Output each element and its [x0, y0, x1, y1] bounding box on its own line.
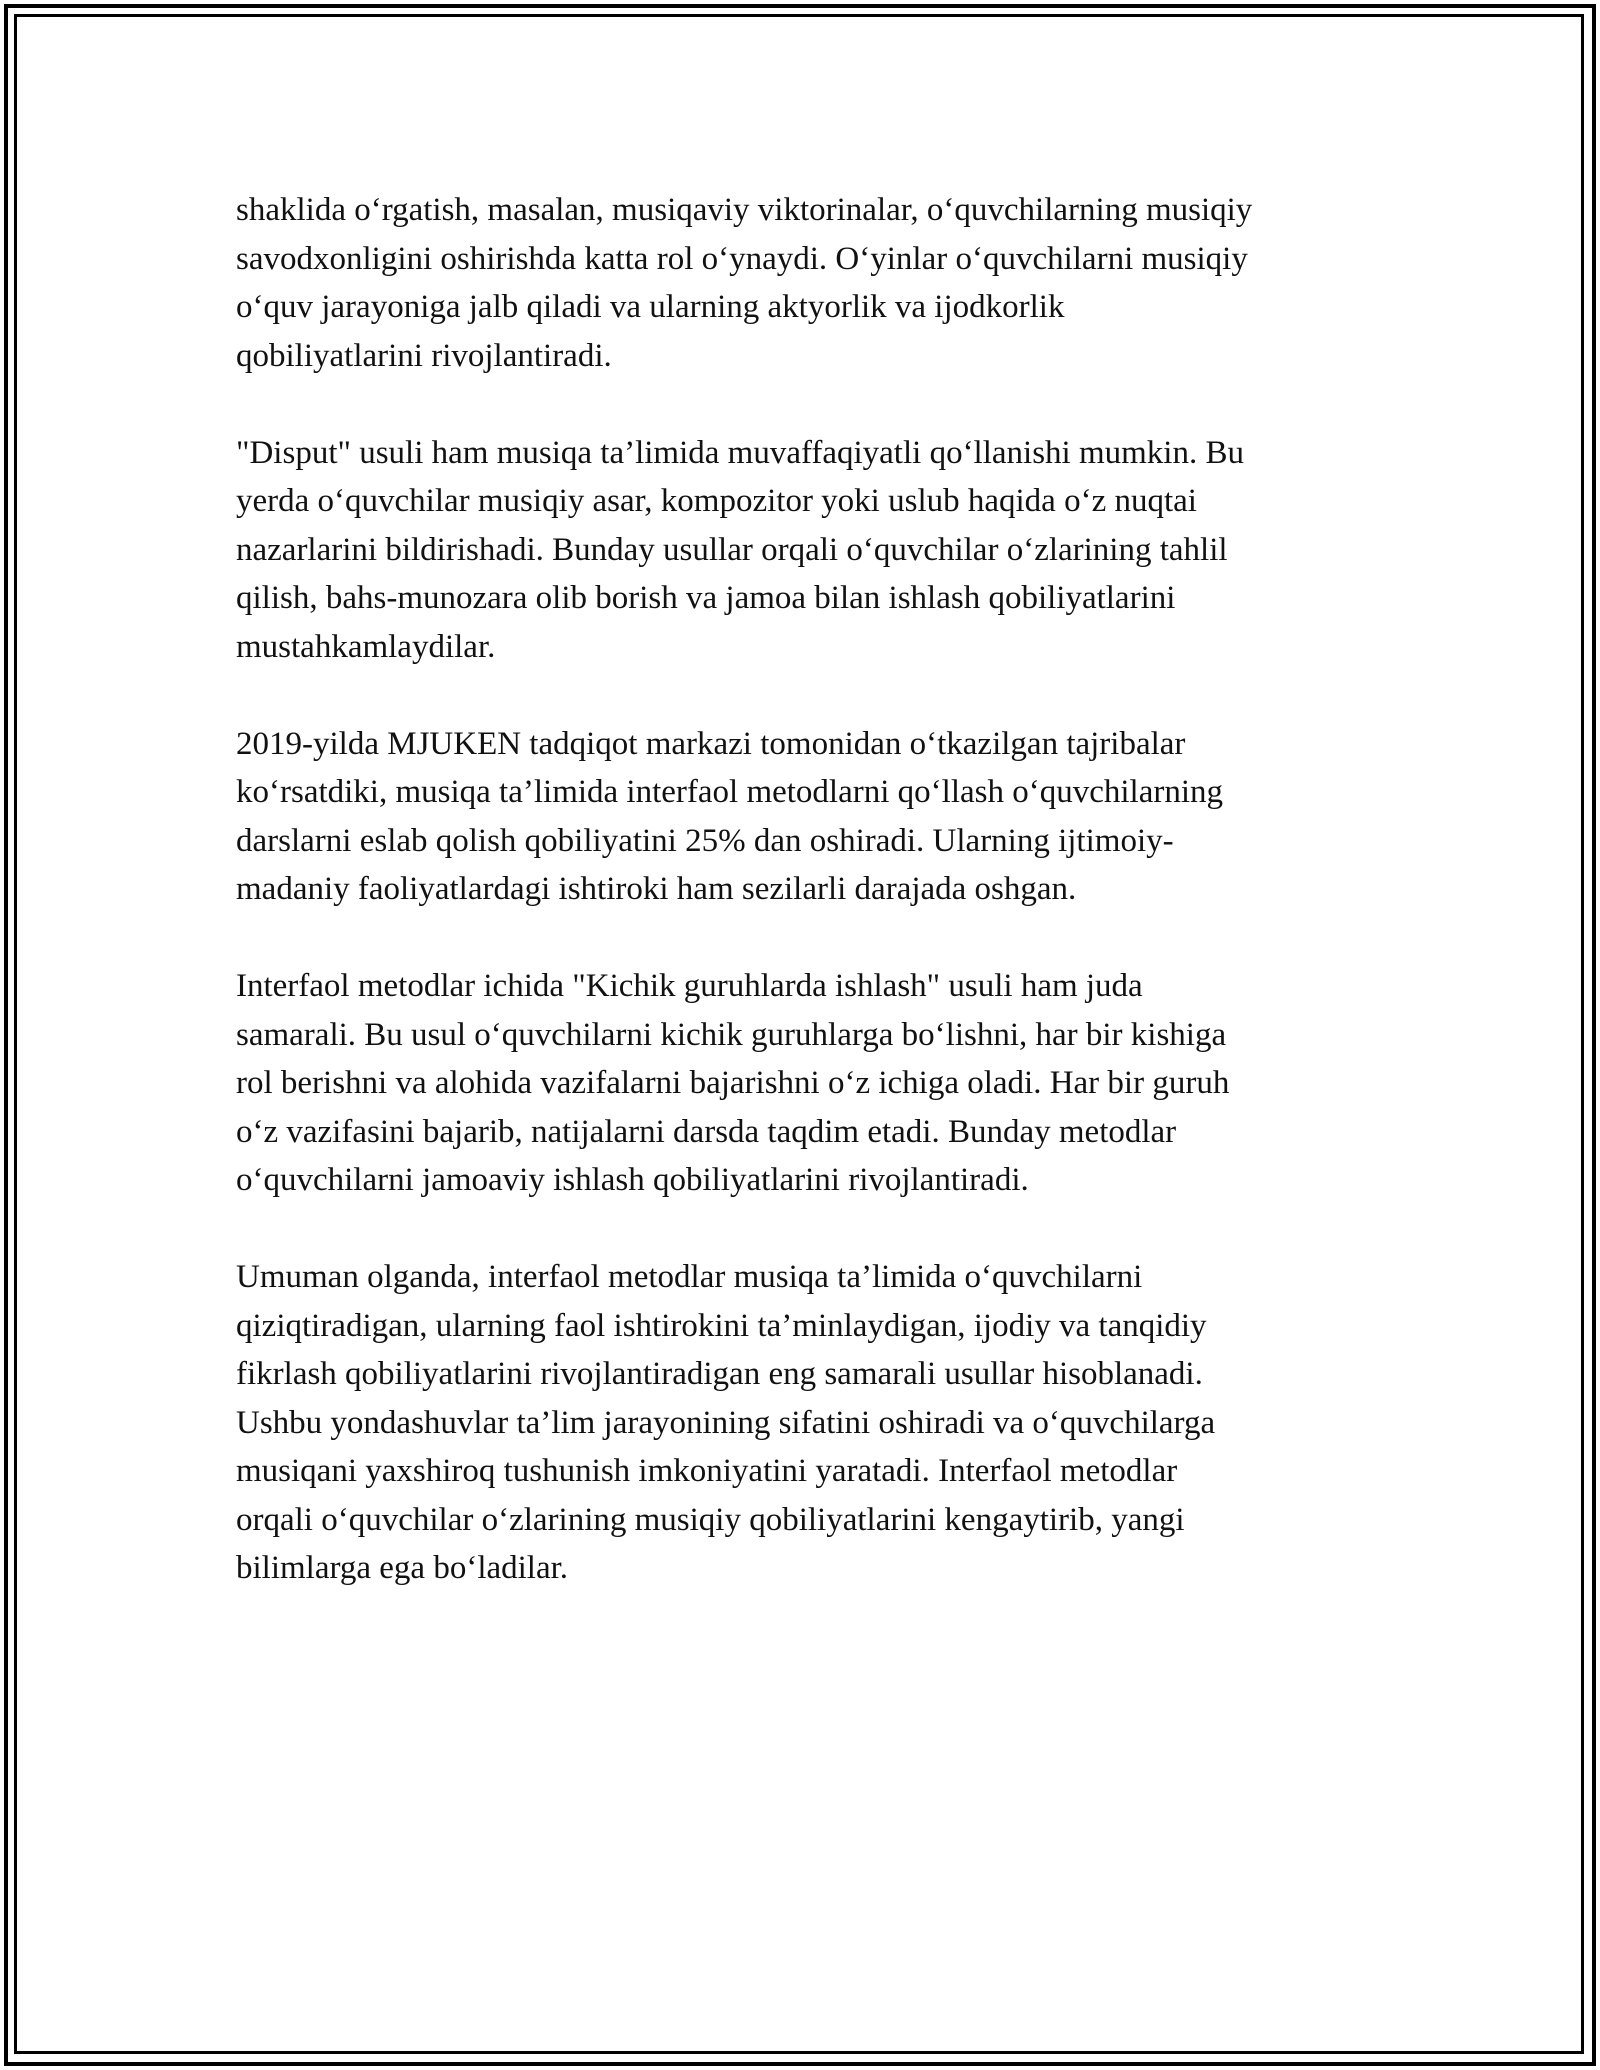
- text-line: qobiliyatlarini rivojlantiradi.: [236, 337, 612, 374]
- paragraph-5: [236, 1253, 1396, 1593]
- text-line: ko‘rsatdiki, musiqa ta’limida interfaol metodlarni qo‘llash o‘quvchilarning: [236, 774, 1224, 810]
- text-line: mustahkamlaydilar.: [236, 628, 496, 665]
- text-line: qiziqtiradigan, ularning faol ishtirokini ta’minlaydigan, ijodiy va tanqidiy: [236, 1307, 1207, 1344]
- text-line: Interfaol metodlar ichida "Kichik guruhlarda ishlash" usuli ham juda: [236, 968, 1143, 1004]
- text-line: o‘z vazifasini bajarib, natijalarni darsda taqdim etadi. Bunday metodlar: [236, 1113, 1177, 1150]
- text-line: savodxonligini oshirishda katta rol o‘ynaydi. O‘yinlar o‘quvchilarni musiqiy: [236, 240, 1248, 277]
- text-line: orqali o‘quvchilar o‘zlarining musiqiy qobiliyatlarini kengaytirib, yangi: [236, 1501, 1185, 1538]
- text-line: Ushbu yondashuvlar ta’lim jarayonining sifatini oshiradi va o‘quvchilarga: [236, 1404, 1216, 1441]
- paragraph-4: [236, 962, 1396, 1205]
- text-line: darslarni eslab qolish qobiliyatini 25% dan oshiradi. Ularning ijtimoiy-: [236, 822, 1174, 859]
- document-body: [236, 186, 1396, 1641]
- text-line: yerda o‘quvchilar musiqiy asar, kompozitor yoki uslub haqida o‘z nuqtai: [236, 483, 1197, 519]
- text-line: Umuman olganda, interfaol metodlar musiqa ta’limida o‘quvchilarni: [236, 1259, 1143, 1295]
- text-line: musiqani yaxshiroq tushunish imkoniyatini yaratadi. Interfaol metodlar: [236, 1453, 1178, 1489]
- text-line: o‘quvchilarni jamoaviy ishlash qobiliyatlarini rivojlantiradi.: [236, 1162, 1029, 1198]
- text-line: nazarlarini bildirishadi. Bunday usullar orqali o‘quvchilar o‘zlarining tahlil: [236, 531, 1228, 568]
- text-line: rol berishni va alohida vazifalarni bajarishni o‘z ichiga oladi. Har bir guruh: [236, 1065, 1230, 1101]
- text-line: bilimlarga ega bo‘ladilar.: [236, 1550, 569, 1586]
- text-line: 2019-yilda MJUKEN tadqiqot markazi tomonidan o‘tkazilgan tajribalar: [236, 725, 1186, 762]
- text-line: samarali. Bu usul o‘quvchilarni kichik guruhlarga bo‘lishni, har bir kishiga: [236, 1016, 1227, 1053]
- text-line: madaniy faoliyatlardagi ishtiroki ham sezilarli darajada oshgan.: [236, 871, 1077, 907]
- text-line: qilish, bahs-munozara olib borish va jamoa bilan ishlash qobiliyatlarini: [236, 580, 1176, 616]
- paragraph-1: [236, 186, 1396, 380]
- text-line: fikrlash qobiliyatlarini rivojlantiradigan eng samarali usullar hisoblanadi.: [236, 1356, 1203, 1392]
- paragraph-3: [236, 720, 1396, 914]
- text-line: "Disput" usuli ham musiqa ta’limida muvaffaqiyatli qo‘llanishi mumkin. Bu: [236, 434, 1244, 471]
- text-line: o‘quv jarayoniga jalb qiladi va ularning aktyorlik va ijodkorlik: [236, 289, 1065, 325]
- paragraph-2: [236, 429, 1396, 672]
- text-line: shaklida o‘rgatish, masalan, musiqaviy viktorinalar, o‘quvchilarning musiqiy: [236, 192, 1253, 228]
